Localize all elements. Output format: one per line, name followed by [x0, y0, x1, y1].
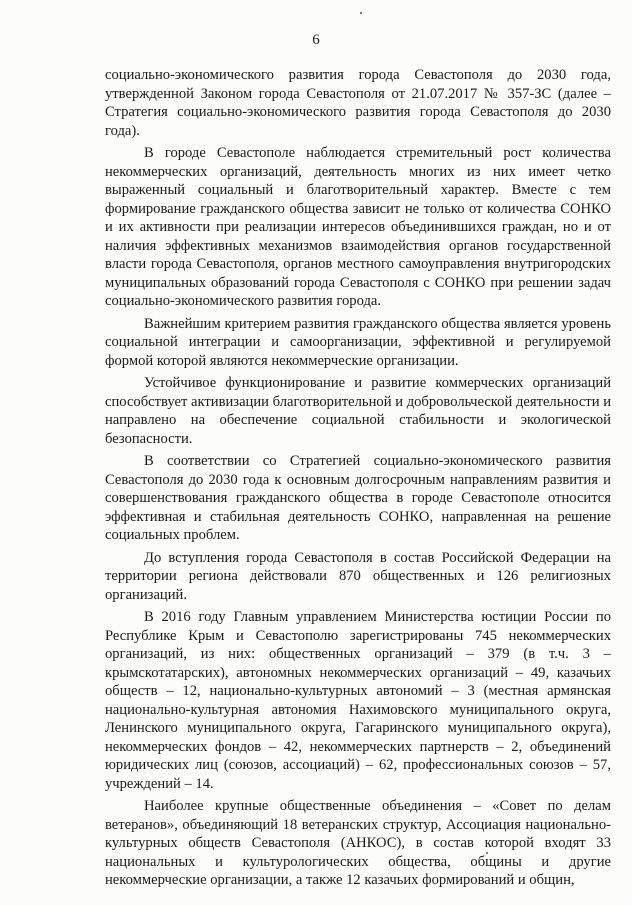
paragraph-before-accession: До вступления города Севастополя в состав Российской Федерации на территории региона действовали 870 общественных и 126 религиозных организаций. [105, 549, 611, 603]
page-number: 6 [312, 32, 320, 48]
scan-speck [360, 12, 362, 14]
paragraph-key-criterion: Важнейшим критерием развития гражданского общества является уровень социальной интеграции и самоорганизации, эффективной и регулируемой формой которой являются некоммерческие организации. [105, 315, 611, 369]
document-body [105, 66, 611, 894]
scan-speck [486, 852, 488, 854]
paragraph-strategy-continuation: социально-экономического развития города Севастополя до 2030 года, утвержденной Законом города Севастополя от 21.07.2017 № 357-ЗС (далее – Стратегия социально-экономического развития города Севастополя до 2030 года). [105, 67, 611, 139]
paragraph-strategy-directions: В соответствии со Стратегией социально-экономического развития Севастополя до 2030 года к основным долгосрочным направлениям развития и совершенствования гражданского общества в городе Севастополе относится эффективная и стабильная деятельность СОНКО, направленная на решение социальных проблем. [105, 453, 611, 543]
paragraph-2016-registration: В 2016 году Главным управлением Министерства юстиции России по Республике Крым и Севастополю зарегистрированы 745 некоммерческих организаций, из них: общественных организаций – 379 (в т.ч. 3 – крымскотатарских), автономных некоммерческих организаций – 49, казачьих обществ – 12, национально-культурных автономий – 3 (местная армянская национально-культурная автономия Нахимовского муниципального округа, Ленинского муниципального округа, Гагаринского муниципального округа), некоммерческих фондов – 42, некоммерческих партнерств – 2, объединений юридических лиц (союзов, ассоциаций) – 62, профессиональных союзов – 57, учреждений – 14. [105, 609, 611, 792]
paragraph-sustainable-functioning: Устойчивое функционирование и развитие коммерческих организаций способствует активизации благотворительной и добровольческой деятельности и направлено на обеспечение социальной стабильности и экологической безопасности. [105, 375, 611, 447]
paragraph-nko-growth: В городе Севастополе наблюдается стремительный рост количества некоммерческих организаций, деятельность многих из них имеет четко выраженный социальный и благотворительный характер. Вместе с тем формирование гражданского общества зависит не только от количества СОНКО и их активности при реализации интересов объединившихся граждан, но и от наличия эффективных механизмов взаимодействия органов государственной власти города Севастополя, органов местного самоуправления внутригородских муниципальных образований города Севастополя с СОНКО при решении задач социально-экономического развития города. [105, 145, 611, 309]
paragraph-largest-associations: Наиболее крупные общественные объединения – «Совет по делам ветеранов», объединяющий 18 ветеранских структур, Ассоциация национально-культурных обществ Севастополя (АНКОС), в состав которой входят 33 национальных и культурологических общества, общины и другие некоммерческие организации, а также 12 казачьих формирований и общин, [105, 798, 611, 888]
